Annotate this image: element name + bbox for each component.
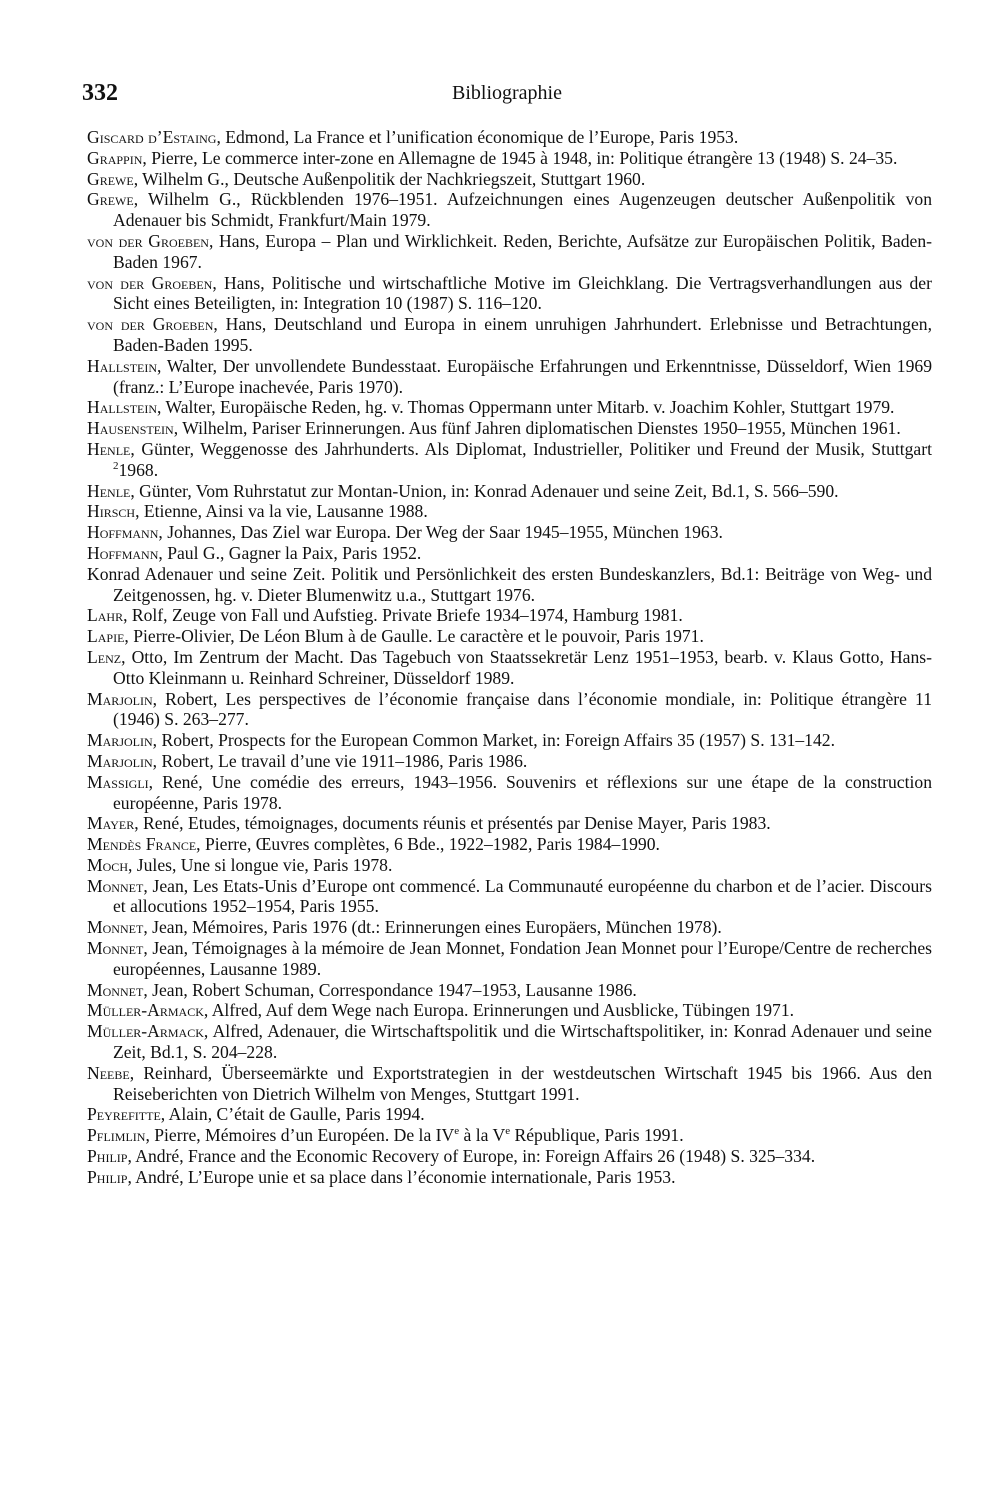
bibliography-entry: [87, 855, 932, 876]
bibliography-entry: [87, 273, 932, 315]
entry-text: , Robert, Prospects for the European Common Market, in: Foreign Affairs 35 (1957) S. 131–142.: [152, 730, 835, 751]
entry-text: , Jean, Mémoires, Paris 1976 (dt.: Erinnerungen eines Europäers, München 1978).: [143, 917, 722, 938]
running-title: Bibliographie: [452, 82, 562, 104]
entry-text: , Reinhard, Überseemärkte und Exportstrategien in der westdeutschen Wirtschaft 1945 bis 1966. Aus den Reiseberichten von Dietrich Wilhelm von Menges, Stuttgart 1991.: [113, 1062, 932, 1104]
entry-author: Lenz: [87, 646, 122, 667]
entry-author: Monnet: [87, 938, 144, 959]
bibliography-entry: [87, 917, 932, 938]
entry-text: , Alfred, Auf dem Wege nach Europa. Erinnerungen und Ausblicke, Tübingen 1971.: [203, 1000, 795, 1021]
entry-text: , Hans, Europa – Plan und Wirklichkeit. Reden, Berichte, Aufsätze zur Europäischen Politik, Baden-Baden 1967.: [113, 230, 932, 272]
entry-text: , Alain, C’était de Gaulle, Paris 1994.: [160, 1104, 425, 1125]
entry-author: Massigli: [87, 771, 149, 792]
bibliography-entry: [87, 834, 932, 855]
entry-text: , André, L’Europe unie et sa place dans l’économie internationale, Paris 1953.: [127, 1166, 676, 1187]
entry-text: , Walter, Der unvollendete Bundesstaat. Europäische Erfahrungen und Erkenntnisse, Düsseldorf, Wien 1969 (franz.: L’Europe inachevée, Paris 1970).: [113, 355, 932, 397]
entry-author: Philip: [87, 1146, 128, 1167]
entry-author: Henle: [87, 438, 131, 459]
entry-text: , Wilhelm G., Deutsche Außenpolitik der Nachkriegszeit, Stuttgart 1960.: [133, 168, 646, 189]
entry-text: , Etienne, Ainsi va la vie, Lausanne 1988.: [135, 501, 428, 522]
bibliography-entry: [87, 397, 932, 418]
entry-author: von der Groeben: [87, 230, 209, 251]
page-header: [82, 80, 932, 110]
bibliography-entry: [87, 1021, 932, 1063]
entry-text: , Hans, Deutschland und Europa in einem unruhigen Jahrhundert. Erlebnisse und Betrachtungen, Baden-Baden 1995.: [113, 314, 932, 355]
entry-superscript: 2: [113, 459, 119, 472]
bibliography-entry: [87, 1146, 932, 1167]
bibliography-entry: [87, 813, 932, 834]
entry-text: , Otto, Im Zentrum der Macht. Das Tagebuch von Staatssekretär Lenz 1951–1953, bearb. v. Klaus Gotto, Hans-Otto Kleinmann u. Reinhard Schreiner, Düsseldorf 1989.: [113, 646, 932, 688]
bibliography-entry: [87, 626, 932, 647]
bibliography-entry: [87, 189, 932, 231]
entry-author: Monnet: [87, 875, 144, 896]
entry-author: Pflimlin: [87, 1125, 146, 1146]
bibliography-entry: [87, 543, 932, 564]
entry-text-continued: à la V: [459, 1125, 506, 1146]
bibliography-entry: [87, 980, 932, 1001]
entry-author: Hoffmann: [87, 522, 159, 543]
entry-author: Monnet: [87, 979, 144, 1000]
entry-author: Müller-Armack: [87, 1000, 204, 1021]
entry-author: Müller-Armack: [87, 1021, 204, 1042]
entry-author: Lahr: [87, 605, 124, 626]
entry-author: Hallstein: [87, 355, 158, 376]
entry-author: Peyrefitte: [87, 1104, 161, 1125]
entry-text: , Paul G., Gagner la Paix, Paris 1952.: [158, 542, 422, 563]
entry-author: von der Groeben: [87, 314, 214, 335]
bibliography-entry: [87, 481, 932, 502]
entry-text: , Günter, Weggenosse des Jahrhunderts. Als Diplomat, Industrieller, Politiker und Freund der Musik, Stuttgart: [130, 438, 932, 459]
entry-text: , Wilhelm, Pariser Erinnerungen. Aus fünf Jahren diplomatischen Dienstes 1950–1955, München 1961.: [173, 418, 901, 439]
bibliography-entry: [87, 501, 932, 522]
entry-text: , Robert, Les perspectives de l’économie française dans l’économie mondiale, in: Politique étrangère 11 (1946) S. 263–277.: [113, 688, 932, 730]
entry-author: Hausenstein: [87, 418, 174, 439]
entry-author: Moch: [87, 854, 128, 875]
entry-author: Mayer: [87, 813, 135, 834]
bibliography-list: [87, 127, 932, 1188]
bibliography-entry: [87, 730, 932, 751]
entry-author: Marjolin: [87, 730, 153, 751]
bibliography-entry: [87, 751, 932, 772]
bibliography-entry: [87, 772, 932, 814]
entry-text: , René, Une comédie des erreurs, 1943–1956. Souvenirs et réflexions sur une étape de la construction européenne, Paris 1978.: [113, 771, 932, 813]
bibliography-entry: [87, 689, 932, 731]
entry-author: Lapie: [87, 626, 125, 647]
bibliography-entry: [87, 169, 932, 190]
entry-author: Marjolin: [87, 750, 153, 771]
entry-text: Konrad Adenauer und seine Zeit. Politik und Persönlichkeit des ersten Bundeskanzlers, Bd.1: Beiträge von Weg- und Zeitgenossen, hg. v. Dieter Blumenwitz u.a., Stuttgart 1976.: [87, 563, 932, 605]
bibliography-entry: [87, 564, 932, 606]
bibliography-entry: [87, 647, 932, 689]
entry-text: , Jean, Les Etats-Unis d’Europe ont commencé. La Communauté européenne du charbon et de l’acier. Discours et allocutions 1952–1954, Paris 1955.: [113, 875, 932, 917]
entry-text-continued: République, Paris 1991.: [510, 1125, 684, 1146]
entry-superscript: e: [505, 1125, 511, 1138]
entry-author: Henle: [87, 480, 131, 501]
entry-text: , Johannes, Das Ziel war Europa. Der Weg der Saar 1945–1955, München 1963.: [158, 522, 723, 543]
bibliography-entry: [87, 938, 932, 980]
bibliography-entry: [87, 231, 932, 273]
entry-author: Hoffmann: [87, 542, 159, 563]
entry-text: , Wilhelm G., Rückblenden 1976–1951. Aufzeichnungen eines Augenzeugen deutscher Außenpolitik von Adenauer bis Schmidt, Frankfurt/Main 1979.: [113, 189, 932, 231]
entry-text-continued: 1968.: [118, 459, 159, 480]
bibliography-entry: [87, 605, 932, 626]
entry-author: Hallstein: [87, 397, 158, 418]
bibliography-entry: [87, 418, 932, 439]
bibliography-entry: [87, 1104, 932, 1125]
bibliography-entry: [87, 522, 932, 543]
entry-text: , Alfred, Adenauer, die Wirtschaftspolitik und die Wirtschaftspolitiker, in: Konrad Adenauer und seine Zeit, Bd.1, S. 204–228.: [113, 1021, 932, 1063]
entry-author: Philip: [87, 1166, 128, 1187]
bibliography-entry: [87, 314, 932, 356]
entry-text: , René, Etudes, témoignages, documents réunis et présentés par Denise Mayer, Paris 1983.: [134, 813, 771, 834]
bibliography-entry: [87, 1125, 932, 1146]
entry-text: , Pierre, Œuvres complètes, 6 Bde., 1922–1982, Paris 1984–1990.: [196, 834, 660, 855]
bibliography-entry: [87, 127, 932, 148]
bibliography-entry: [87, 876, 932, 918]
bibliography-entry: [87, 439, 932, 481]
entry-author: Hirsch: [87, 501, 136, 522]
bibliography-entry: [87, 1000, 932, 1021]
entry-text: , Jean, Témoignages à la mémoire de Jean Monnet, Fondation Jean Monnet pour l’Europe/Centre de recherches européennes, Lausanne 1989.: [113, 938, 932, 979]
entry-text: , Pierre, Mémoires d’un Européen. De la IV: [145, 1125, 455, 1146]
entry-text: , Hans, Politische und wirtschaftliche Motive im Gleichklang. Die Vertragsverhandlungen aus der Sicht eines Beteiligten, in: Integration 10 (1987) S. 116–120.: [113, 272, 932, 314]
bibliography-entry: [87, 1063, 932, 1105]
entry-author: Grewe: [87, 189, 134, 210]
entry-author: Neebe: [87, 1062, 130, 1083]
entry-text: , Jules, Une si longue vie, Paris 1978.: [127, 854, 393, 875]
entry-superscript: e: [454, 1125, 460, 1138]
entry-author: Grewe: [87, 168, 134, 189]
bibliography-entry: [87, 356, 932, 398]
entry-text: , Jean, Robert Schuman, Correspondance 1947–1953, Lausanne 1986.: [143, 979, 637, 1000]
entry-text: , Rolf, Zeuge von Fall und Aufstieg. Private Briefe 1934–1974, Hamburg 1981.: [123, 605, 683, 626]
entry-text: , Walter, Europäische Reden, hg. v. Thomas Oppermann unter Mitarb. v. Joachim Kohler, Stuttgart 1979.: [157, 397, 895, 418]
entry-author: von der Groeben: [87, 272, 213, 293]
entry-author: Grappin: [87, 147, 143, 168]
entry-author: Giscard d’Estaing: [87, 127, 217, 147]
entry-text: , André, France and the Economic Recovery of Europe, in: Foreign Affairs 26 (1948) S. 325–334.: [127, 1146, 816, 1167]
entry-author: Marjolin: [87, 688, 153, 709]
entry-text: , Günter, Vom Ruhrstatut zur Montan-Union, in: Konrad Adenauer und seine Zeit, Bd.1, S. 566–590.: [130, 480, 839, 501]
entry-author: Mendès France: [87, 834, 197, 855]
entry-text: , Pierre, Le commerce inter-zone en Allemagne de 1945 à 1948, in: Politique étrangère 13 (1948) S. 24–35.: [142, 147, 898, 168]
entry-text: , Pierre-Olivier, De Léon Blum à de Gaulle. Le caractère et le pouvoir, Paris 1971.: [124, 626, 704, 647]
bibliography-entry: [87, 148, 932, 169]
page-number: 332: [82, 80, 118, 106]
entry-author: Monnet: [87, 917, 144, 938]
entry-text: , Edmond, La France et l’unification économique de l’Europe, Paris 1953.: [216, 127, 739, 147]
bibliography-entry: [87, 1167, 932, 1188]
entry-text: , Robert, Le travail d’une vie 1911–1986, Paris 1986.: [152, 750, 528, 771]
